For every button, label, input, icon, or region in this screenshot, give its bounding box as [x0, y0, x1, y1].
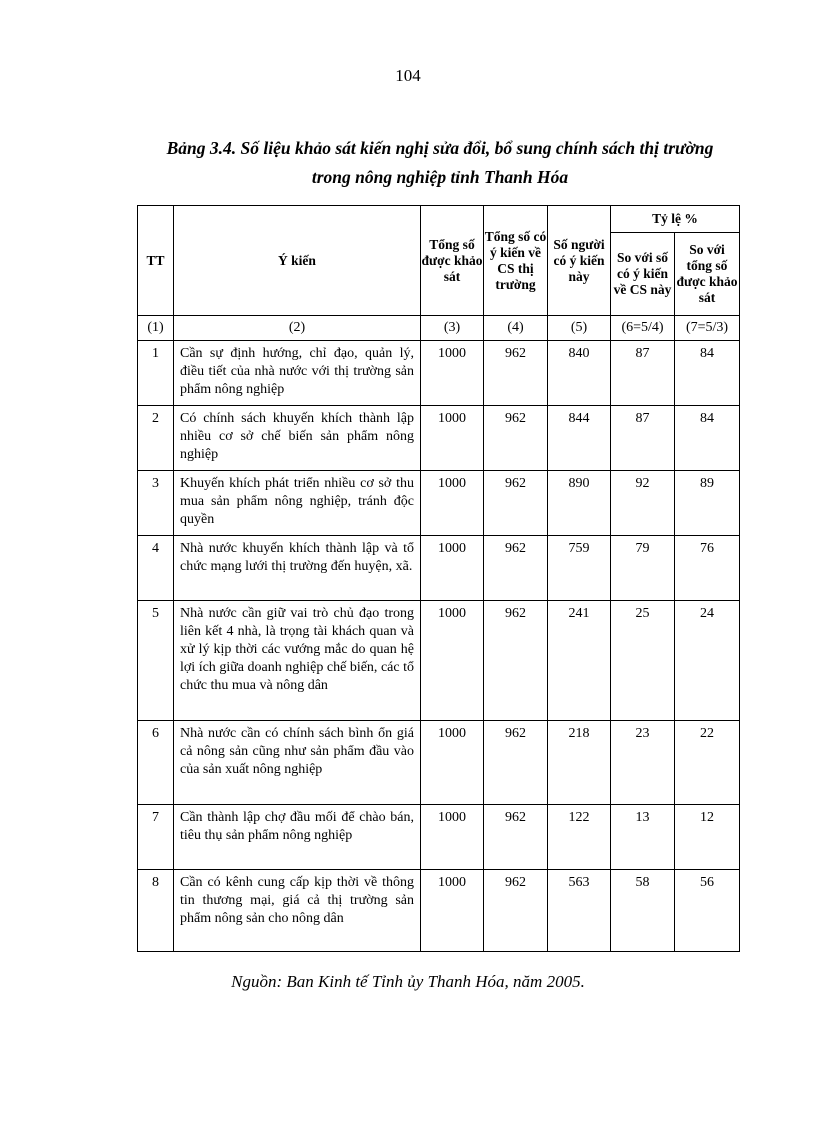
people-count: 122: [548, 805, 611, 870]
row-number: 5: [138, 601, 174, 721]
surveyed-count: 1000: [421, 601, 484, 721]
pct-vs-cs: 13: [611, 805, 675, 870]
index-cell: (3): [421, 316, 484, 341]
surveyed-count: 1000: [421, 406, 484, 471]
pct-vs-total: 76: [675, 536, 740, 601]
with-opinion-count: 962: [484, 805, 548, 870]
pct-vs-total: 56: [675, 870, 740, 952]
pct-vs-total: 84: [675, 406, 740, 471]
row-number: 3: [138, 471, 174, 536]
column-index-row: [138, 316, 740, 341]
pct-vs-total: 24: [675, 601, 740, 721]
pct-vs-total: 89: [675, 471, 740, 536]
table-row: [138, 471, 740, 536]
surveyed-count: 1000: [421, 805, 484, 870]
row-number: 7: [138, 805, 174, 870]
header-people-with-opinion: Số người có ý kiến này: [548, 206, 611, 316]
opinion-text: Nhà nước khuyến khích thành lập và tổ chức mạng lưới thị trường đến huyện, xã.: [174, 536, 421, 601]
index-cell: (4): [484, 316, 548, 341]
surveyed-count: 1000: [421, 471, 484, 536]
opinion-text: Có chính sách khuyến khích thành lập nhiều cơ sở chế biến sản phẩm nông nghiệp: [174, 406, 421, 471]
people-count: 563: [548, 870, 611, 952]
surveyed-count: 1000: [421, 536, 484, 601]
opinion-text: Cần sự định hướng, chỉ đạo, quản lý, điều tiết của nhà nước với thị trường sản phẩm nông nghiệp: [174, 341, 421, 406]
survey-table: [137, 205, 740, 952]
people-count: 218: [548, 721, 611, 805]
pct-vs-total: 84: [675, 341, 740, 406]
header-ratio-vs-total: So với tổng số được khảo sát: [675, 233, 740, 316]
pct-vs-total: 12: [675, 805, 740, 870]
people-count: 759: [548, 536, 611, 601]
header-tt: TT: [138, 206, 174, 316]
table-row: [138, 805, 740, 870]
pct-vs-total: 22: [675, 721, 740, 805]
pct-vs-cs: 87: [611, 406, 675, 471]
pct-vs-cs: 25: [611, 601, 675, 721]
with-opinion-count: 962: [484, 721, 548, 805]
with-opinion-count: 962: [484, 870, 548, 952]
row-number: 2: [138, 406, 174, 471]
opinion-text: Nhà nước cần có chính sách bình ổn giá cả nông sản cũng như sản phẩm đầu vào của sản xuất nông nghiệp: [174, 721, 421, 805]
with-opinion-count: 962: [484, 536, 548, 601]
people-count: 844: [548, 406, 611, 471]
with-opinion-count: 962: [484, 601, 548, 721]
table-row: [138, 341, 740, 406]
header-total-with-opinion: Tổng số có ý kiến về CS thị trường: [484, 206, 548, 316]
index-cell: (1): [138, 316, 174, 341]
row-number: 4: [138, 536, 174, 601]
pct-vs-cs: 58: [611, 870, 675, 952]
people-count: 890: [548, 471, 611, 536]
source-note: Nguồn: Ban Kinh tế Tỉnh ủy Thanh Hóa, năm 2005.: [231, 972, 585, 991]
table-row: [138, 536, 740, 601]
surveyed-count: 1000: [421, 870, 484, 952]
caption-line-2: trong nông nghiệp tỉnh Thanh Hóa: [311, 167, 569, 187]
header-opinion: Ý kiến: [174, 206, 421, 316]
opinion-text: Khuyến khích phát triển nhiều cơ sở thu mua sản phẩm nông nghiệp, tránh độc quyền: [174, 471, 421, 536]
pct-vs-cs: 92: [611, 471, 675, 536]
surveyed-count: 1000: [421, 721, 484, 805]
table-row: [138, 601, 740, 721]
table-row: [138, 870, 740, 952]
opinion-text: Cần có kênh cung cấp kịp thời về thông tin thương mại, giá cả thị trường sản phẩm nông sản cho nông dân: [174, 870, 421, 952]
header-total-surveyed: Tổng số được khảo sát: [421, 206, 484, 316]
people-count: 241: [548, 601, 611, 721]
row-number: 6: [138, 721, 174, 805]
with-opinion-count: 962: [484, 341, 548, 406]
pct-vs-cs: 87: [611, 341, 675, 406]
with-opinion-count: 962: [484, 406, 548, 471]
page-number: 104: [395, 66, 421, 85]
pct-vs-cs: 79: [611, 536, 675, 601]
header-ratio: Tỷ lệ %: [611, 206, 740, 233]
table-row: [138, 406, 740, 471]
opinion-text: Nhà nước cần giữ vai trò chủ đạo trong liên kết 4 nhà, là trọng tài khách quan và xử lý kịp thời các vướng mắc do quan hệ lợi ích giữa doanh nghiệp chế biến, các tổ chức thu mua và nông dân: [174, 601, 421, 721]
with-opinion-count: 962: [484, 471, 548, 536]
row-number: 8: [138, 870, 174, 952]
caption-line-1: Bảng 3.4. Số liệu khảo sát kiến nghị sửa đổi, bổ sung chính sách thị trường: [166, 138, 714, 158]
header-ratio-vs-cs: So với số có ý kiến về CS này: [611, 233, 675, 316]
table-row: [138, 721, 740, 805]
people-count: 840: [548, 341, 611, 406]
index-cell: (7=5/3): [675, 316, 740, 341]
index-cell: (5): [548, 316, 611, 341]
row-number: 1: [138, 341, 174, 406]
index-cell: (2): [174, 316, 421, 341]
index-cell: (6=5/4): [611, 316, 675, 341]
pct-vs-cs: 23: [611, 721, 675, 805]
surveyed-count: 1000: [421, 341, 484, 406]
table-caption: [120, 134, 760, 192]
opinion-text: Cần thành lập chợ đầu mối để chào bán, tiêu thụ sản phẩm nông nghiệp: [174, 805, 421, 870]
